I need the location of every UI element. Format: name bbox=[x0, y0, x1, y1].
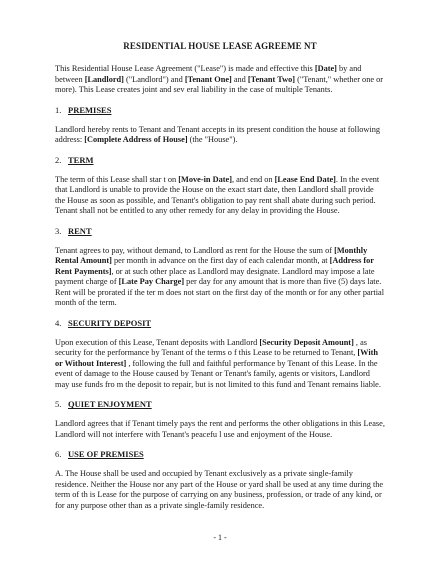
section-number: 1. bbox=[55, 104, 62, 115]
body-text: Upon execution of this Lease, Tenant deposits with Landlord bbox=[55, 337, 260, 347]
page-number: - 1 - bbox=[213, 533, 227, 542]
date-placeholder: [Date] bbox=[314, 64, 337, 73]
section-number: 2. bbox=[55, 154, 62, 165]
intro-text: ("Tenant," whether one or more). This Lease creates joint and sev eral liability in the case of multiple Tenants. bbox=[55, 74, 384, 94]
tenant-one-placeholder: [Tenant One] bbox=[184, 74, 232, 84]
body-text: (the "House"). bbox=[187, 135, 238, 144]
section-number: 4. bbox=[55, 317, 62, 328]
section-body-rent bbox=[55, 246, 385, 309]
section-title: QUIET ENJOYMENT bbox=[68, 399, 152, 409]
body-text: , following the full and faithful performance by Tenant of this Lease. In the event of damage to the House caused by Tenant or Tenant's family, agents or visitors, Landlord may use funds fro m the deposit to repair, but is not limited to this fund and Tenant remains liable. bbox=[55, 358, 381, 389]
landlord-placeholder: [Landlord] bbox=[84, 74, 124, 84]
section-heading-premises bbox=[55, 105, 385, 116]
section-number: 6. bbox=[55, 449, 62, 459]
deposit-amount-placeholder: [Security Deposit Amount] bbox=[259, 337, 354, 347]
intro-text: This Residential House Lease Agreement ("Lease") is made and effective this bbox=[55, 64, 315, 73]
body-text: Landlord hereby rents to Tenant and Tenant accepts in its present condition the house at following address: bbox=[55, 124, 381, 144]
tenant-two-placeholder: [Tenant Two] bbox=[247, 74, 296, 84]
section-heading-rent bbox=[55, 226, 385, 237]
address-placeholder: [Complete Address of House] bbox=[84, 135, 188, 144]
document-title: RESIDENTIAL HOUSE LEASE AGREEME NT bbox=[123, 41, 317, 51]
intro-text: ("Landlord") and bbox=[123, 74, 185, 84]
section-title: TERM bbox=[68, 154, 94, 165]
section-heading-quiet-enjoyment bbox=[55, 399, 385, 410]
section-heading-term bbox=[55, 155, 385, 166]
section-body-use-of-premises bbox=[55, 469, 385, 511]
body-text: Tenant agrees to pay, without demand, to Landlord as rent for the House the sum of bbox=[55, 245, 335, 255]
body-text: , or at such other place as Landlord may designate. Landlord may impose a late payment charge of bbox=[55, 266, 375, 286]
body-text: , and end on bbox=[231, 174, 275, 184]
section-heading-use-of-premises bbox=[55, 449, 385, 460]
rent-address-placeholder: [Address for Rent Payments] bbox=[55, 256, 374, 276]
body-text: . In the event that Landlord is unable to provide the House on the exact start date, then Landlord shall provide the House as soon as possible, and Tenant's obligation to pay rent shall abate during such period. Tenant shall not be entitled to any other remedy for any delay in providing the House. bbox=[55, 174, 380, 215]
section-body-quiet-enjoyment bbox=[55, 419, 385, 440]
intro-text: by and between bbox=[55, 64, 362, 84]
section-title: USE OF PREMISES bbox=[68, 449, 144, 459]
section-body-security-deposit bbox=[55, 338, 385, 391]
section-title: RENT bbox=[68, 225, 92, 236]
lease-end-date-placeholder: [Lease End Date] bbox=[274, 174, 336, 184]
body-text: The term of this Lease shall star t on bbox=[55, 174, 179, 184]
section-body-premises bbox=[55, 125, 385, 146]
body-text: Landlord agrees that if Tenant timely pays the rent and performs the other obligations in this Lease, Landlord will not interfere with Tenant's peacefu l use and enjoyment of the House. bbox=[55, 419, 385, 439]
monthly-rent-placeholder: [Monthly Rental Amount] bbox=[55, 245, 368, 265]
section-number: 5. bbox=[55, 399, 62, 409]
body-text: per day for any amount that is more than five (5) days late. Rent will be prorated if the ter m does not start on the first day of the month or for any other partial month of the term. bbox=[55, 277, 385, 307]
body-text: per month in advance on the first day of each calendar month, at bbox=[111, 256, 330, 265]
section-body-term bbox=[55, 175, 385, 217]
move-in-date-placeholder: [Move-in Date] bbox=[178, 174, 232, 184]
intro-text: and bbox=[231, 74, 248, 84]
section-title: SECURITY DEPOSIT bbox=[68, 317, 152, 328]
body-text: A. The House shall be used and occupied by Tenant exclusively as a private single-family residence. Neither the House nor any part of the House or yard shall be used at any time during the term of th is Lease for the purpose of carrying on any business, profession, or trade of any kind, or for any purpose other than as a private single-family residence. bbox=[55, 469, 384, 510]
section-heading-security-deposit bbox=[55, 318, 385, 329]
late-charge-placeholder: [Late Pay Charge] bbox=[118, 277, 185, 286]
section-title: PREMISES bbox=[68, 104, 112, 115]
interest-placeholder: [With or Without Interest] bbox=[55, 348, 379, 368]
intro-paragraph bbox=[55, 64, 385, 96]
section-number: 3. bbox=[55, 225, 62, 236]
body-text: , as security for the performance by Tenant of the terms o f this Lease to be returned to Tenant, bbox=[55, 337, 367, 357]
